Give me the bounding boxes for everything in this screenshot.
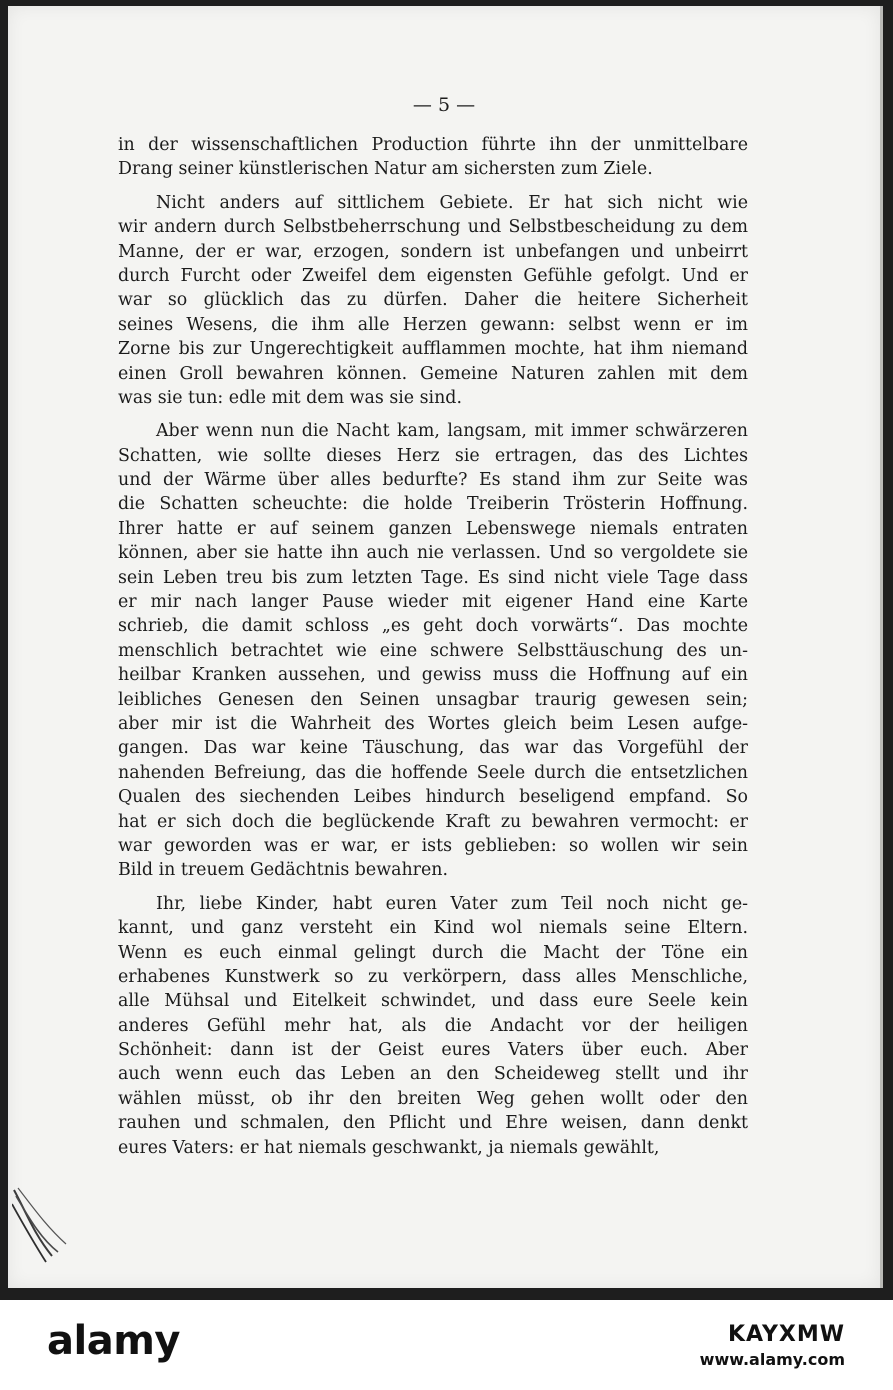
- text-line: sein Leben treu bis zum letzten Tage. Es sind nicht viele Tage dass: [118, 567, 748, 588]
- text-line: nahenden Befreiung, das die hoffende Seele durch die entsetzlichen: [118, 762, 748, 783]
- text-line: können, aber sie hatte ihn auch nie verlassen. Und so vergoldete sie: [118, 543, 748, 564]
- text-line: Drang seiner künstlerischen Natur am sichersten zum Ziele.: [118, 159, 653, 180]
- watermark-url: www.alamy.com: [699, 1350, 845, 1369]
- text-line: leibliches Genesen den Seinen unsagbar traurig gewesen sein;: [118, 689, 748, 710]
- book-page: [8, 6, 883, 1288]
- text-line: aber mir ist die Wahrheit des Wortes gleich beim Lesen aufge-: [118, 713, 748, 734]
- text-line: Nicht anders auf sittlichem Gebiete. Er hat sich nicht wie: [156, 192, 748, 213]
- text-line: gangen. Das war keine Täuschung, das war das Vorgefühl der: [118, 738, 748, 759]
- text-line: die Schatten scheuchte: die holde Treiberin Trösterin Hoffnung.: [118, 494, 748, 515]
- text-line: Bild in treuem Gedächtnis bewahren.: [118, 860, 448, 881]
- text-line: Ihr, liebe Kinder, habt euren Vater zum Teil noch nicht ge-: [156, 893, 748, 914]
- text-line: durch Furcht oder Zweifel dem eigensten Gefühle gefolgt. Und er: [118, 265, 748, 286]
- text-line: Schatten, wie sollte dieses Herz sie ertragen, das des Lichtes: [118, 445, 748, 466]
- text-line: Zorne bis zur Ungerechtigkeit aufflammen mochte, hat ihm niemand: [118, 339, 748, 360]
- paragraph: [118, 133, 748, 182]
- text-line: auch wenn euch das Leben an den Scheideweg stellt und ihr: [118, 1064, 748, 1085]
- text-line: Qualen des siechenden Leibes hindurch beseligend empfand. So: [118, 787, 748, 808]
- text-line: wählen müsst, ob ihr den breiten Weg gehen wollt oder den: [118, 1088, 748, 1109]
- text-line: und der Wärme über alles bedurfte? Es stand ihm zur Seite was: [118, 470, 748, 491]
- text-line: hat er sich doch die beglückende Kraft zu bewahren vermocht: er: [118, 811, 748, 832]
- text-line: in der wissenschaftlichen Production führte ihn der unmittelbare: [118, 135, 748, 155]
- image-id: KAYXMW: [727, 1322, 845, 1347]
- text-line: Manne, der er war, erzogen, sondern ist unbefangen und unbeirrt: [118, 241, 748, 262]
- text-line: er mir nach langer Pause wieder mit eigener Hand eine Karte: [118, 592, 748, 613]
- text-line: rauhen und schmalen, den Pflicht und Ehre weisen, dann denkt: [118, 1113, 748, 1134]
- text-line: was sie tun: edle mit dem was sie sind.: [118, 387, 462, 408]
- text-line: alle Mühsal und Eitelkeit schwindet, und dass eure Seele kein: [118, 991, 748, 1012]
- alamy-logo: alamy: [47, 1318, 180, 1364]
- body-text: [118, 133, 748, 1160]
- text-line: einen Groll bewahren können. Gemeine Naturen zahlen mit dem: [118, 363, 748, 384]
- text-line: seines Wesens, die ihm alle Herzen gewann: selbst wenn er im: [118, 314, 748, 335]
- text-line: menschlich betrachtet wie eine schwere Selbsttäuschung des un-: [118, 640, 748, 661]
- text-line: war geworden was er war, er ists geblieben: so wollen wir sein: [118, 835, 748, 856]
- paragraph: [118, 191, 748, 411]
- text-line: erhabenes Kunstwerk so zu verkörpern, dass alles Menschliche,: [118, 966, 748, 987]
- paragraph: [118, 892, 748, 1160]
- text-line: wir andern durch Selbstbeherrschung und Selbstbescheidung zu dem: [118, 217, 748, 238]
- paragraph: [118, 419, 748, 882]
- text-line: Schönheit: dann ist der Geist eures Vaters über euch. Aber: [118, 1040, 748, 1061]
- binding-thread: [12, 1186, 72, 1266]
- text-line: Aber wenn nun die Nacht kam, langsam, mit immer schwärzeren: [156, 421, 748, 442]
- text-line: Ihrer hatte er auf seinem ganzen Lebenswege niemals entraten: [118, 518, 748, 539]
- text-line: heilbar Kranken aussehen, und gewiss muss die Hoffnung auf ein: [118, 665, 748, 686]
- text-line: Wenn es euch einmal gelingt durch die Macht der Töne ein: [118, 942, 748, 963]
- text-line: kannt, und ganz versteht ein Kind wol niemals seine Eltern.: [118, 918, 748, 939]
- text-line: war so glücklich das zu dürfen. Daher die heitere Sicherheit: [118, 290, 748, 311]
- text-line: schrieb, die damit schloss „es geht doch vorwärts“. Das mochte: [118, 616, 748, 637]
- page-number: — 5 —: [412, 94, 476, 116]
- text-line: anderes Gefühl mehr hat, als die Andacht vor der heiligen: [118, 1015, 748, 1036]
- text-line: eures Vaters: er hat niemals geschwankt, ja niemals gewählt,: [118, 1137, 660, 1158]
